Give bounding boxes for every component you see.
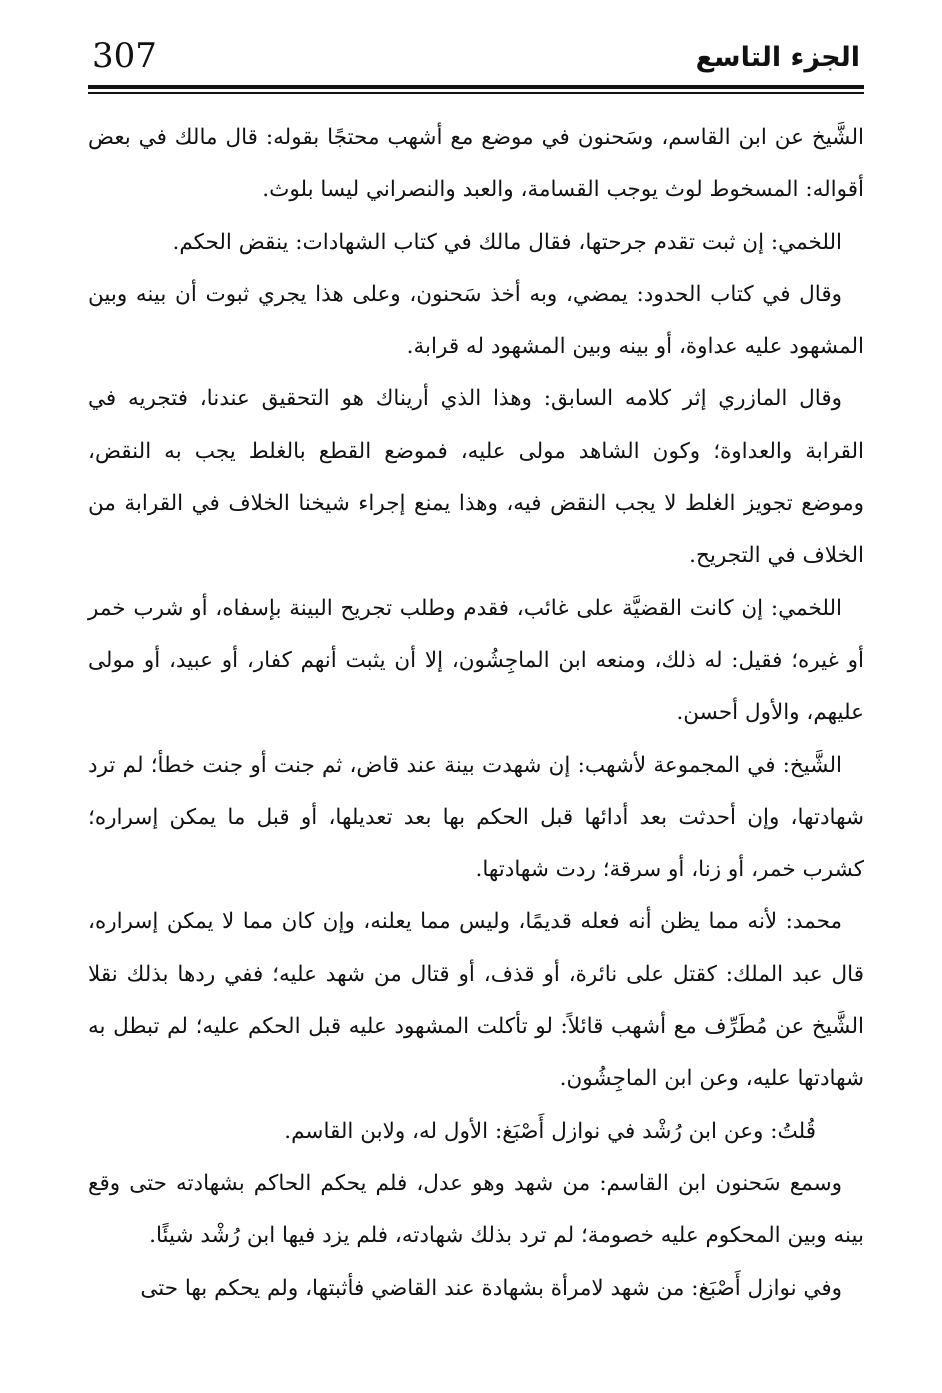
body-text: [88, 112, 864, 1315]
paragraph-2: اللخمي: إن ثبت تقدم جرحتها، فقال مالك في كتاب الشهادات: ينقض الحكم.: [172, 229, 842, 255]
header-rule-thin: [88, 92, 864, 94]
paragraph-6: الشَّيخ: في المجموعة لأشهب: إن شهدت بينة عند قاض، ثم جنت أو جنت خطأ؛ لم ترد شهادتها، وإن أحدثت بعد أدائها قبل الحكم بها بعد تعديلها، أو قبل ما يمكن إسراره؛ كشرب خمر، أو زنا، أو سرقة؛ ردت شهادتها.: [88, 752, 864, 883]
paragraph-9: وسمع سَحنون ابن القاسم: من شهد وهو عدل، فلم يحكم الحاكم بشهادته حتى وقع بينه وبين المحكوم عليه خصومة؛ لم ترد بذلك شهادته، فلم يزد فيها ابن رُشْد شيئًا.: [88, 1170, 864, 1249]
page-number: 307: [92, 36, 157, 76]
header-rule-thick: [88, 85, 864, 89]
paragraph-7: محمد: لأنه مما يظن أنه فعله قديمًا، وليس مما يعلنه، وإن كان مما لا يمكن إسراره، قال عبد الملك: كقتل على نائرة، أو قذف، أو قتال من شهد عليه؛ ففي ردها بذلك نقلا الشَّيخ عن مُطَرِّف مع أشهب قائلاً: لو تأكلت المشهود عليه قبل الحكم عليه؛ لم تبطل به شهادتها عليه، وعن ابن الماجِشُون.: [88, 909, 864, 1092]
paragraph-1: الشَّيخ عن ابن القاسم، وسَحنون في موضع مع أشهب محتجًا بقوله: قال مالك في بعض أقواله: المسخوط لوث يوجب القسامة، والعبد والنصراني ليسا بلوث.: [88, 125, 864, 203]
page-header: [88, 30, 860, 86]
paragraph-8: قُلتُ: وعن ابن رُشْد في نوازل أَصْبَغ: الأول له، ولابن القاسم.: [284, 1118, 816, 1144]
paragraph-10: وفي نوازل أَصْبَغ: من شهد لامرأة بشهادة عند القاضي فأثبتها، ولم يحكم بها حتى: [140, 1275, 842, 1301]
paragraph-3: وقال في كتاب الحدود: يمضي، وبه أخذ سَحنون، وعلى هذا يجري ثبوت أن بينه وبين المشهود عليه عداوة، أو بينه وبين المشهود له قرابة.: [88, 281, 864, 360]
paragraph-5: اللخمي: إن كانت القضيَّة على غائب، فقدم وطلب تجريح البينة بإسفاه، أو شرب خمر أو غيره؛ فقيل: له ذلك، ومنعه ابن الماجِشُون، إلا أن يثبت أنهم كفار، أو عبيد، أو مولى عليهم، والأول أحسن.: [88, 595, 864, 726]
running-title: الجزء التاسع: [695, 42, 860, 73]
paragraph-4: وقال المازري إثر كلامه السابق: وهذا الذي أريناك هو التحقيق عندنا، فتجريه في القرابة والعداوة؛ وكون الشاهد مولى عليه، فموضع القطع بالغلط يجب به النقض، وموضع تجويز الغلط لا يجب النقض فيه، وهذا يمنع إجراء شيخنا الخلاف في القرابة من الخلاف في التجريح.: [88, 386, 864, 569]
